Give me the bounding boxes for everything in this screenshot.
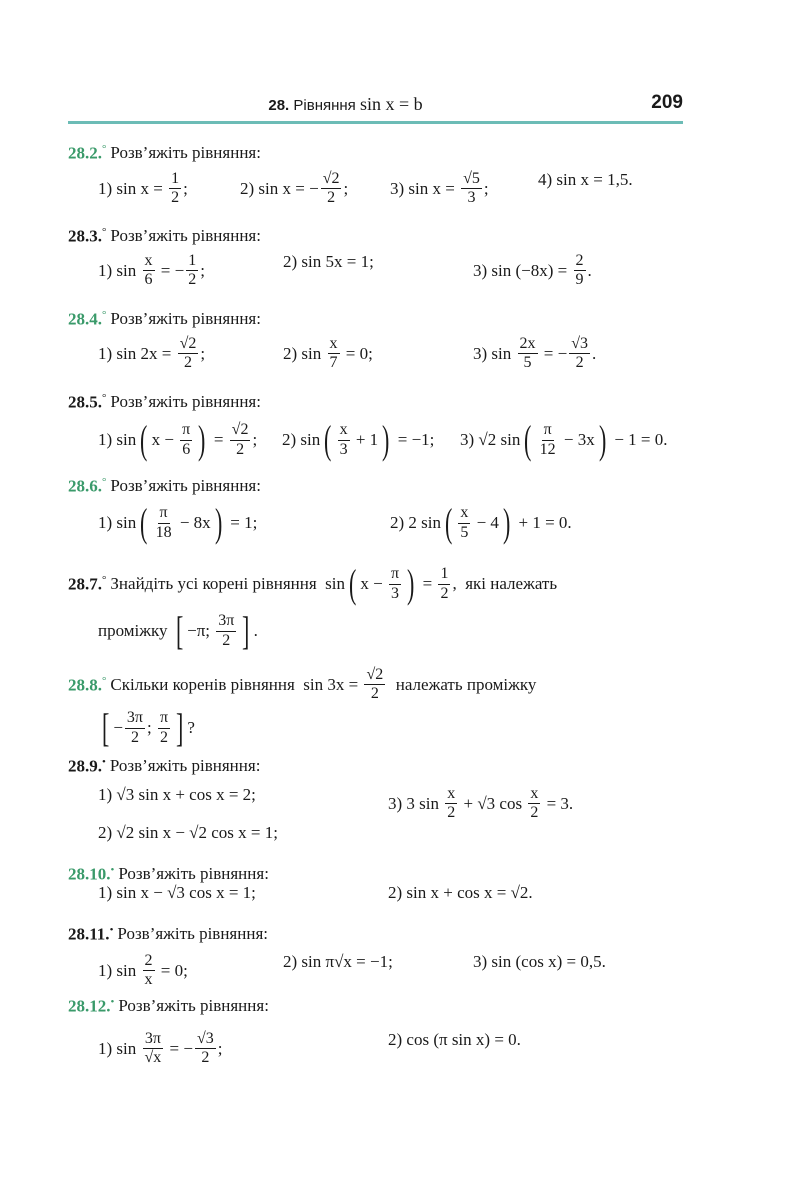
fraction xyxy=(125,709,145,747)
equation-item xyxy=(98,952,188,990)
exercise-text xyxy=(110,143,261,163)
denominator: 6 xyxy=(182,440,191,458)
equation-item xyxy=(473,252,592,290)
big-bracket: [ xyxy=(175,608,184,653)
equation-item xyxy=(390,170,489,208)
fraction xyxy=(458,504,470,542)
exercise-text xyxy=(118,864,269,884)
math-text: ; xyxy=(483,178,489,198)
math-text: = 0; xyxy=(156,960,188,980)
math-text: . xyxy=(587,260,592,280)
math-text: 1) sin xyxy=(98,960,141,980)
fraction xyxy=(574,252,586,290)
math-text: −π; xyxy=(187,621,215,640)
fraction xyxy=(169,170,181,208)
page-number: 209 xyxy=(651,92,683,113)
math-text: ; xyxy=(200,343,206,363)
math-text: 3) sin x = xyxy=(390,178,460,198)
denominator: 2 xyxy=(530,804,539,822)
exercise-number-text: 28.3. xyxy=(68,226,102,246)
math-text: Скільки коренів рівняння sin 3x = xyxy=(110,674,363,694)
math-text: Розв’яжіть рівняння: xyxy=(118,996,269,1016)
numerator: x xyxy=(338,421,350,440)
exercise-heading xyxy=(68,666,800,704)
fraction xyxy=(321,170,342,208)
exercise-number-text: 28.7. xyxy=(68,574,102,594)
denominator: 3 xyxy=(339,440,348,458)
difficulty-mark: ° xyxy=(102,309,107,321)
fraction xyxy=(518,335,538,373)
numerator: √2 xyxy=(230,421,251,440)
numerator: 3π xyxy=(216,612,236,631)
math-text: , які належать xyxy=(452,574,558,593)
math-text: − 8x xyxy=(175,513,211,532)
math-text: ; xyxy=(252,430,258,449)
numerator: 2 xyxy=(574,252,586,271)
fraction xyxy=(438,565,450,603)
math-text: 2) sin x + cos x = √2. xyxy=(388,883,533,902)
math-text: Розв’яжіть рівняння: xyxy=(110,476,261,496)
denominator: 3 xyxy=(467,189,476,207)
math-text: − 1 = 0. xyxy=(610,430,668,449)
math-text: ; xyxy=(343,178,349,198)
big-bracket: ) xyxy=(502,500,511,545)
exercise-number xyxy=(68,924,113,945)
math-text: 3) sin (cos x) = 0,5. xyxy=(473,952,606,971)
numerator: √3 xyxy=(569,335,590,354)
fraction xyxy=(143,1030,164,1068)
exercise-heading-continuation xyxy=(98,608,800,653)
math-text: Розв’яжіть рівняння: xyxy=(110,392,261,412)
math-text: 1) sin xyxy=(98,513,137,532)
equation-item xyxy=(388,883,533,903)
math-text: 3) sin xyxy=(473,343,516,363)
denominator: 9 xyxy=(575,271,584,289)
big-bracket: [ xyxy=(101,705,110,750)
fraction xyxy=(195,1030,216,1068)
fraction xyxy=(364,666,385,704)
math-text: належать проміжку xyxy=(387,674,537,694)
math-text: ; xyxy=(217,1038,223,1058)
numerator: π xyxy=(158,504,170,523)
exercise-number-text: 28.6. xyxy=(68,476,102,496)
exercise-text xyxy=(98,608,258,653)
chapter-formula: sin x = b xyxy=(359,94,423,114)
math-text: 2) sin 5x = 1; xyxy=(283,252,374,271)
math-text: = xyxy=(209,430,228,449)
exercise-number-text: 28.4. xyxy=(68,309,102,329)
math-text: − xyxy=(113,718,123,737)
difficulty-mark: ° xyxy=(102,392,107,404)
fraction xyxy=(216,612,236,650)
math-text: 3) √2 sin xyxy=(460,430,521,449)
equation-item xyxy=(98,1030,222,1068)
math-text: 1) sin x = xyxy=(98,178,168,198)
exercise-text xyxy=(110,666,536,704)
fraction xyxy=(178,335,199,373)
difficulty-mark: • xyxy=(109,924,114,936)
exercise-text xyxy=(110,476,261,496)
equation-item xyxy=(98,823,278,843)
math-text: ; xyxy=(147,718,156,737)
math-text: = − xyxy=(165,1038,193,1058)
equation-item xyxy=(388,785,573,823)
denominator: 2 xyxy=(440,584,449,602)
big-bracket: ) xyxy=(214,500,223,545)
equation-item xyxy=(473,335,596,373)
denominator: 2 xyxy=(188,271,197,289)
math-text: проміжку xyxy=(98,621,172,640)
math-text: x − xyxy=(360,574,387,593)
exercise-number xyxy=(68,574,106,595)
numerator: √5 xyxy=(461,170,482,189)
equation-item xyxy=(282,417,435,462)
math-text: ; xyxy=(183,178,188,198)
equation-item xyxy=(390,500,572,545)
denominator: 18 xyxy=(155,523,172,541)
equation-item xyxy=(473,952,606,972)
equation-item xyxy=(98,170,188,208)
fraction xyxy=(154,504,174,542)
math-text: 1) sin x − √3 cos x = 1; xyxy=(98,883,256,902)
exercise-number-text: 28.8. xyxy=(68,675,102,695)
big-bracket: ] xyxy=(242,608,250,653)
big-bracket: ) xyxy=(382,417,390,462)
numerator: x xyxy=(143,252,155,271)
denominator: 2 xyxy=(160,728,169,746)
fraction xyxy=(389,565,401,603)
exercise-text xyxy=(110,392,261,412)
equation-item xyxy=(460,417,668,462)
big-bracket: ( xyxy=(444,500,453,545)
exercise-number xyxy=(68,392,106,413)
denominator: 2 xyxy=(327,189,336,207)
header-rule xyxy=(68,121,683,124)
math-text: = xyxy=(418,574,437,593)
chapter-name: Рівняння xyxy=(293,97,356,114)
numerator: 1 xyxy=(438,565,450,584)
big-bracket: ] xyxy=(176,705,184,750)
exercise-heading-continuation xyxy=(98,705,800,750)
math-text: 2) sin x = − xyxy=(240,178,319,198)
numerator: π xyxy=(158,709,170,728)
difficulty-mark: ° xyxy=(102,573,107,586)
math-text: = 1; xyxy=(226,513,258,532)
numerator: x xyxy=(328,335,340,354)
exercise-heading xyxy=(68,996,800,1017)
math-text: Розв’яжіть рівняння: xyxy=(110,143,261,163)
denominator: 2 xyxy=(171,189,180,207)
difficulty-mark: ° xyxy=(102,143,107,155)
fraction xyxy=(528,785,540,823)
exercise-number xyxy=(68,309,106,330)
math-text: . xyxy=(591,343,597,363)
exercise-number-text: 28.12. xyxy=(68,996,111,1016)
fraction xyxy=(569,335,590,373)
fraction xyxy=(538,421,558,459)
fraction xyxy=(186,252,198,290)
fraction xyxy=(158,709,170,747)
big-bracket: ) xyxy=(598,417,607,462)
exercise-number xyxy=(68,143,106,164)
exercise-number xyxy=(68,476,106,497)
exercise-number-text: 28.11. xyxy=(68,924,110,944)
math-text: 2) sin xyxy=(282,430,321,449)
numerator: √3 xyxy=(195,1030,216,1049)
fraction xyxy=(180,421,192,459)
equation-item xyxy=(98,785,256,805)
exercise-number-text: 28.2. xyxy=(68,143,102,163)
big-bracket: ( xyxy=(524,417,532,462)
denominator: 2 xyxy=(370,685,379,703)
numerator: 3π xyxy=(143,1030,163,1049)
equation-item xyxy=(283,335,373,373)
denominator: 2 xyxy=(236,440,245,458)
numerator: 2 xyxy=(143,952,155,971)
fraction xyxy=(230,421,251,459)
exercise-heading xyxy=(68,226,800,247)
math-text: ? xyxy=(187,718,195,737)
math-text: − 3x xyxy=(559,430,595,449)
big-bracket: ( xyxy=(324,417,332,462)
denominator: 2 xyxy=(201,1049,210,1067)
math-text: Розв’яжіть рівняння: xyxy=(110,226,261,246)
big-bracket: ( xyxy=(140,417,148,462)
numerator: π xyxy=(389,565,401,584)
denominator: 2 xyxy=(447,804,456,822)
equation-item xyxy=(98,417,258,462)
equation-item xyxy=(98,500,258,545)
running-header xyxy=(68,92,683,116)
denominator: 12 xyxy=(539,440,556,458)
fraction xyxy=(143,952,155,990)
difficulty-mark: • xyxy=(110,996,115,1008)
math-text: = − xyxy=(539,343,568,363)
equation-item xyxy=(283,952,393,972)
exercise-number xyxy=(68,756,106,777)
denominator: 7 xyxy=(329,354,338,372)
exercise-heading xyxy=(68,756,800,777)
numerator: √2 xyxy=(321,170,342,189)
math-text: 2) cos (π sin x) = 0. xyxy=(388,1030,521,1049)
numerator: x xyxy=(528,785,540,804)
math-text: 1) sin xyxy=(98,1038,141,1058)
exercise-text xyxy=(110,226,261,246)
math-text: = −1; xyxy=(393,430,435,449)
exercise-heading xyxy=(68,143,800,164)
math-text: Розв’яжіть рівняння: xyxy=(109,756,261,776)
big-bracket: ) xyxy=(198,417,206,462)
exercise-heading xyxy=(68,924,800,945)
denominator: √x xyxy=(144,1049,162,1067)
chapter-number: 28. xyxy=(268,97,290,114)
math-text: 2) 2 sin xyxy=(390,513,441,532)
math-text: 3) 3 sin xyxy=(388,793,444,813)
exercise-text xyxy=(110,756,261,776)
math-text: 1) sin xyxy=(98,430,137,449)
exercise-heading xyxy=(68,561,800,606)
equation-item xyxy=(283,252,374,272)
math-text: − 4 xyxy=(472,513,499,532)
math-text: 3) sin (−8x) = xyxy=(473,260,572,280)
fraction xyxy=(338,421,350,459)
big-bracket: ) xyxy=(407,561,415,606)
difficulty-mark: ° xyxy=(102,476,107,488)
numerator: 3π xyxy=(125,709,145,728)
math-text: = 0; xyxy=(341,343,373,363)
exercise-number-text: 28.5. xyxy=(68,392,102,412)
exercise-heading xyxy=(68,392,800,413)
fraction xyxy=(328,335,340,373)
numerator: 1 xyxy=(186,252,198,271)
chapter-title xyxy=(68,94,623,115)
exercise-text xyxy=(110,309,261,329)
math-text: = 3. xyxy=(542,793,574,813)
math-text: = − xyxy=(156,260,185,280)
difficulty-mark: ° xyxy=(102,226,107,238)
numerator: 1 xyxy=(169,170,181,189)
math-text: Розв’яжіть рівняння: xyxy=(117,924,268,944)
math-text: 1) √3 sin x + cos x = 2; xyxy=(98,785,256,804)
exercise-number-text: 28.9. xyxy=(68,756,102,776)
big-bracket: ( xyxy=(349,561,357,606)
exercise-heading xyxy=(68,476,800,497)
denominator: 2 xyxy=(130,728,139,746)
difficulty-mark: • xyxy=(102,756,106,768)
numerator: √2 xyxy=(364,666,385,685)
denominator: 2 xyxy=(183,354,192,372)
exercise-number xyxy=(68,864,114,885)
math-text: + √3 cos xyxy=(459,793,527,813)
numerator: x xyxy=(458,504,470,523)
math-text: 2) sin xyxy=(283,343,326,363)
exercise-number xyxy=(68,675,106,696)
math-text: 4) sin x = 1,5. xyxy=(538,170,633,189)
exercise-text xyxy=(98,705,195,750)
math-text: 2) sin π√x = −1; xyxy=(283,952,393,971)
denominator: 5 xyxy=(460,523,469,541)
exercise-number-text: 28.10. xyxy=(68,864,111,884)
equation-item xyxy=(98,883,256,903)
exercise-heading xyxy=(68,309,800,330)
math-text: ; xyxy=(200,260,205,280)
fraction xyxy=(143,252,155,290)
numerator: π xyxy=(180,421,192,440)
numerator: √2 xyxy=(178,335,199,354)
math-text: Знайдіть усі корені рівняння sin xyxy=(110,574,346,593)
equation-item xyxy=(98,335,205,373)
math-text: Розв’яжіть рівняння: xyxy=(118,864,269,884)
math-text: x − xyxy=(151,430,179,449)
exercise-text xyxy=(117,924,268,944)
numerator: x xyxy=(445,785,457,804)
equation-item xyxy=(240,170,348,208)
denominator: x xyxy=(144,971,153,989)
exercise-text xyxy=(118,996,269,1016)
exercise-text xyxy=(110,561,558,606)
numerator: π xyxy=(542,421,554,440)
denominator: 6 xyxy=(144,271,153,289)
math-text: 1) sin 2x = xyxy=(98,343,176,363)
denominator: 5 xyxy=(523,354,532,372)
fraction xyxy=(461,170,482,208)
math-text: + 1 = 0. xyxy=(514,513,572,532)
math-text: Розв’яжіть рівняння: xyxy=(110,309,261,329)
math-text: + 1 xyxy=(351,430,379,449)
denominator: 2 xyxy=(222,631,231,649)
math-text: 2) √2 sin x − √2 cos x = 1; xyxy=(98,823,278,842)
difficulty-mark: • xyxy=(110,864,115,876)
denominator: 2 xyxy=(575,354,584,372)
exercise-number xyxy=(68,996,114,1017)
equation-item xyxy=(98,252,205,290)
exercise-number xyxy=(68,226,106,247)
math-text: . xyxy=(253,621,258,640)
big-bracket: ( xyxy=(140,500,148,545)
difficulty-mark: ° xyxy=(102,674,107,687)
fraction xyxy=(445,785,457,823)
exercise-heading xyxy=(68,864,800,885)
math-text: 1) sin xyxy=(98,260,141,280)
equation-item xyxy=(538,170,633,190)
denominator: 3 xyxy=(390,584,399,602)
numerator: 2x xyxy=(518,335,538,354)
equation-item xyxy=(388,1030,521,1050)
